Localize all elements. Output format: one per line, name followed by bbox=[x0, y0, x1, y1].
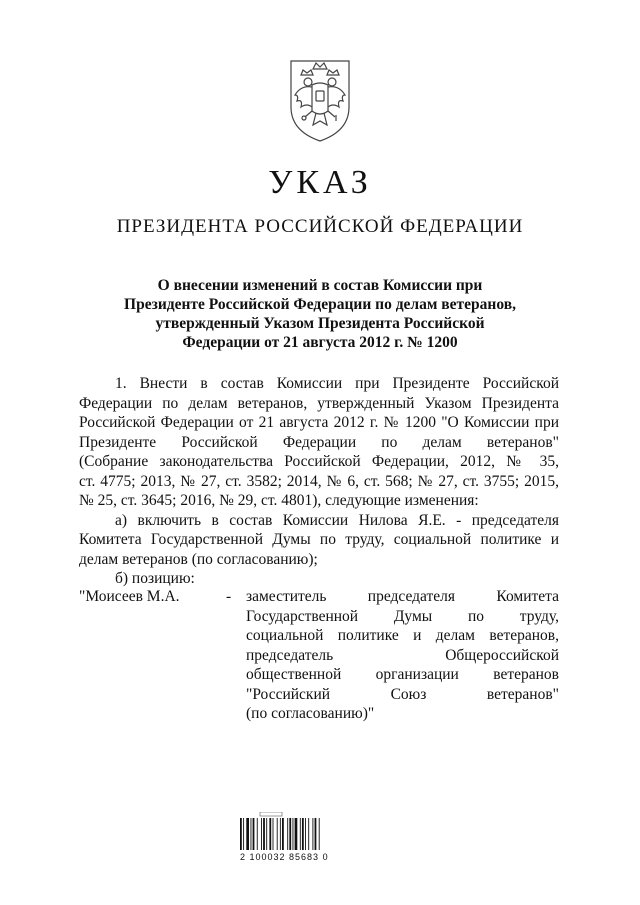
position-person-name: "Моисеев М.А. bbox=[79, 588, 180, 605]
body-line: б) позицию: bbox=[115, 570, 195, 587]
body-line: № 25, ст. 3645; 2016, № 29, ст. 4801), следующие изменения: bbox=[79, 492, 479, 509]
body-line: Федерации по делам ветеранов, утвержденный Указом Президента bbox=[79, 394, 559, 412]
heading-line: О внесении изменений в состав Комиссии при bbox=[157, 277, 483, 294]
barcode-bars bbox=[240, 812, 370, 852]
body-line: Российской Федерации от 21 августа 2012 г. № 1200 "О Комиссии при bbox=[79, 414, 559, 431]
decree-body bbox=[79, 374, 559, 589]
position-desc-line: общественной организации ветеранов bbox=[246, 666, 559, 683]
body-line: делам ветеранов (по согласованию); bbox=[79, 550, 318, 568]
heading-line: утвержденный Указом Президента Российской bbox=[155, 315, 485, 332]
body-line: Президенте Российской Федерации по делам ветеранов" bbox=[79, 433, 559, 451]
document-subtitle: ПРЕЗИДЕНТА РОССИЙСКОЙ ФЕДЕРАЦИИ bbox=[116, 216, 524, 237]
body-line: Комитета Государственной Думы по труду, социальной политике и bbox=[79, 531, 559, 548]
position-desc-line: социальной политике и делам ветеранов, bbox=[246, 627, 559, 644]
body-line: ст. 4775; 2013, № 27, ст. 3582; 2014, № 6, ст. 568; № 27, ст. 3755; 2015, bbox=[79, 472, 559, 490]
position-description bbox=[246, 587, 559, 724]
body-line: а) включить в состав Комиссии Нилова Я.Е. - председателя bbox=[115, 511, 559, 529]
barcode-number: 2 100032 85683 0 bbox=[240, 852, 329, 862]
position-desc-line: заместитель председателя Комитета bbox=[246, 588, 559, 605]
document-title: УКАЗ bbox=[268, 164, 372, 201]
coat-of-arms-emblem bbox=[283, 55, 357, 143]
decree-heading bbox=[100, 276, 540, 352]
position-desc-line: "Российский Союз ветеранов" bbox=[246, 685, 559, 703]
position-desc-line: Государственной Думы по труду, bbox=[246, 607, 559, 625]
body-line: (Собрание законодательства Российской Федерации, 2012, № 35, bbox=[79, 453, 559, 470]
position-desc-line: (по согласованию)" bbox=[246, 705, 375, 722]
heading-line: Федерации от 21 августа 2012 г. № 1200 bbox=[182, 334, 458, 351]
body-line: 1. Внести в состав Комиссии при Президенте Российской bbox=[115, 375, 559, 392]
heading-line: Президенте Российской Федерации по делам ветеранов, bbox=[124, 296, 516, 313]
position-dash: - bbox=[226, 588, 232, 605]
position-desc-line: председатель Общероссийской bbox=[246, 646, 559, 664]
